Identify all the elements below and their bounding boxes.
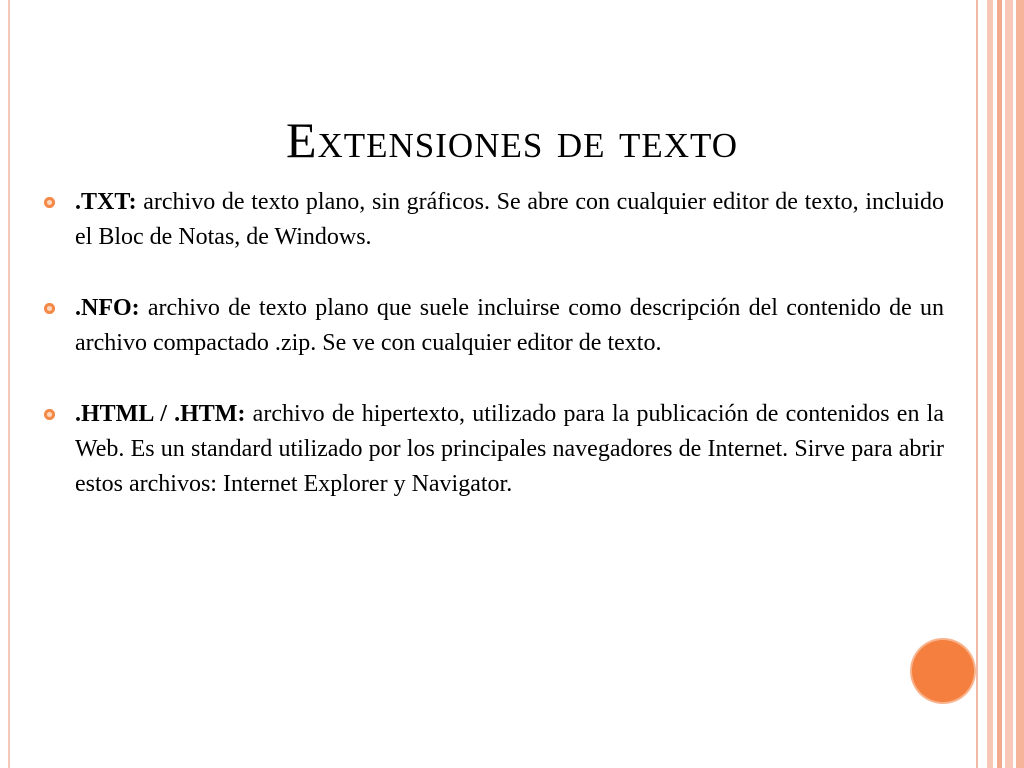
bullet-text <box>75 185 944 255</box>
bullet-term: .NFO: <box>75 295 140 321</box>
bullet-description: archivo de texto plano que suele incluirse como descripción del contenido de un archivo compactado .zip. Se ve con cualquier editor de texto. <box>75 295 944 356</box>
circle-bullet-icon <box>44 197 55 208</box>
bullet-term: .TXT: <box>75 189 137 215</box>
circle-bullet-icon <box>44 303 55 314</box>
bullet-description: archivo de hipertexto, utilizado para la publicación de contenidos en la Web. Es un standard utilizado por los principales navegadores de Internet. Sirve para abrir estos archivos: Internet Explorer y Navigator. <box>75 401 945 497</box>
circle-bullet-icon <box>44 409 55 420</box>
bullet-text <box>75 291 944 361</box>
bullet-list <box>44 185 944 538</box>
decorative-circle <box>912 640 974 702</box>
bullet-text <box>75 397 944 502</box>
slide-title: Extensiones de texto <box>285 111 739 168</box>
list-item <box>44 291 944 361</box>
bullet-description: archivo de texto plano, sin gráficos. Se abre con cualquier editor de texto, incluido el Bloc de Notas, de Windows. <box>75 189 944 250</box>
list-item <box>44 185 944 255</box>
bullet-term: .HTML / .HTM: <box>75 401 246 427</box>
list-item <box>44 397 944 502</box>
